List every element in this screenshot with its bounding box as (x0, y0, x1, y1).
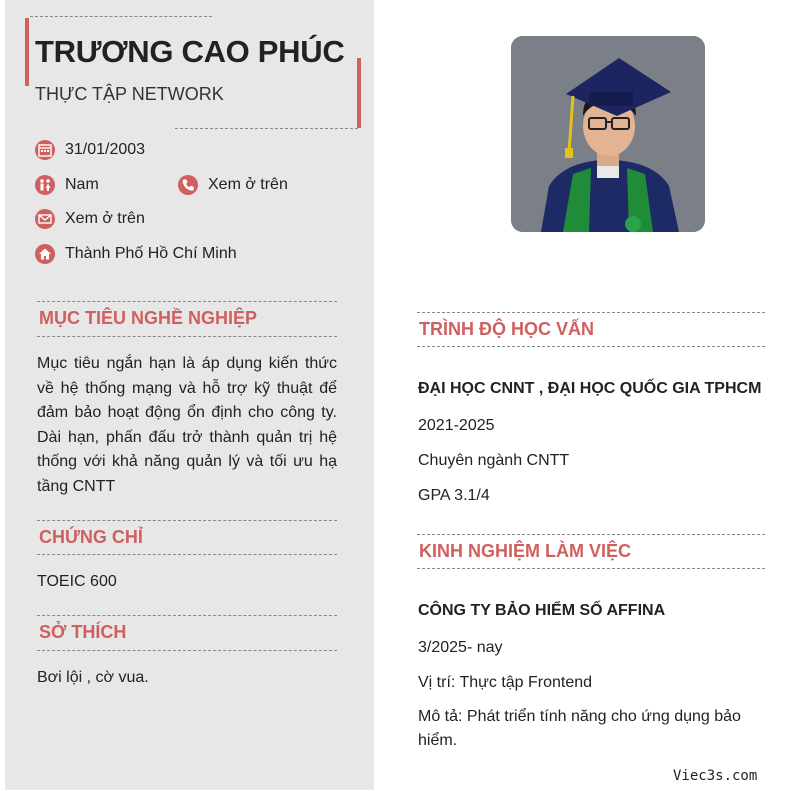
name-divider (175, 128, 358, 129)
profile-photo (511, 36, 705, 232)
gender-icon (35, 175, 55, 195)
experience-divider-bottom (417, 568, 765, 569)
education-period: 2021-2025 (418, 417, 495, 434)
objective-divider-top (37, 301, 337, 302)
certificate-item: TOEIC 600 (37, 573, 117, 590)
hobbies-title: SỞ THÍCH (39, 622, 127, 642)
birthday-row (35, 140, 145, 160)
hobbies-divider-top (37, 615, 337, 616)
education-school: ĐẠI HỌC CNNT , ĐẠI HỌC QUỐC GIA TPHCM (418, 380, 762, 397)
calendar-icon (35, 140, 55, 160)
certificates-title: CHỨNG CHỈ (39, 527, 143, 547)
name-accent-bar-right (357, 58, 361, 128)
objective-text: Mục tiêu ngắn hạn là áp dụng kiến thức về hệ thống mạng và hỗ trợ kỹ thuật để đảm bảo hoạt động ổn định cho công ty. Dài hạn, phấn đấu trở thành quản trị hệ thống với khả năng quản lý và tối ưu hạ tầng CNTT (37, 355, 337, 495)
home-icon (35, 244, 55, 264)
gender-text: Nam (65, 176, 99, 193)
birthday-text: 31/01/2003 (65, 141, 146, 158)
education-major: Chuyên ngành CNTT (418, 452, 570, 469)
email-row (35, 209, 145, 229)
experience-title: KINH NGHIỆM LÀM VIỆC (419, 541, 632, 561)
experience-position: Vị trí: Thực tập Frontend (418, 674, 593, 691)
phone-row (178, 175, 288, 195)
education-divider-top (417, 312, 765, 313)
experience-period: 3/2025- nay (418, 639, 503, 656)
education-gpa: GPA 3.1/4 (418, 487, 490, 504)
email-text: Xem ở trên (65, 210, 145, 227)
gender-row (35, 175, 99, 195)
candidate-name: TRƯƠNG CAO PHÚC (35, 34, 345, 69)
hobbies-text: Bơi lội , cờ vua. (37, 669, 149, 686)
name-accent-bar-left (25, 18, 29, 86)
hobbies-divider-bottom (37, 650, 337, 651)
address-text: Thành Phố Hồ Chí Minh (65, 245, 237, 262)
certificates-divider-bottom (37, 554, 337, 555)
objective-divider-bottom (37, 336, 337, 337)
education-divider-bottom (417, 346, 765, 347)
watermark: Viec3s.com (673, 768, 758, 784)
phone-icon (178, 175, 198, 195)
education-title: TRÌNH ĐỘ HỌC VẤN (419, 319, 594, 339)
experience-description: Mô tả: Phát triển tính năng cho ứng dụng bảo hiểm. (418, 708, 741, 749)
certificates-divider-top (37, 520, 337, 521)
envelope-icon (35, 209, 55, 229)
address-row (35, 244, 237, 264)
top-divider (30, 16, 212, 17)
experience-divider-top (417, 534, 765, 535)
phone-text: Xem ở trên (208, 176, 288, 193)
objective-title: MỤC TIÊU NGHỀ NGHIỆP (39, 308, 258, 328)
experience-company: CÔNG TY BẢO HIỂM SỐ AFFINA (418, 602, 666, 619)
job-title: THỰC TẬP NETWORK (35, 84, 224, 104)
